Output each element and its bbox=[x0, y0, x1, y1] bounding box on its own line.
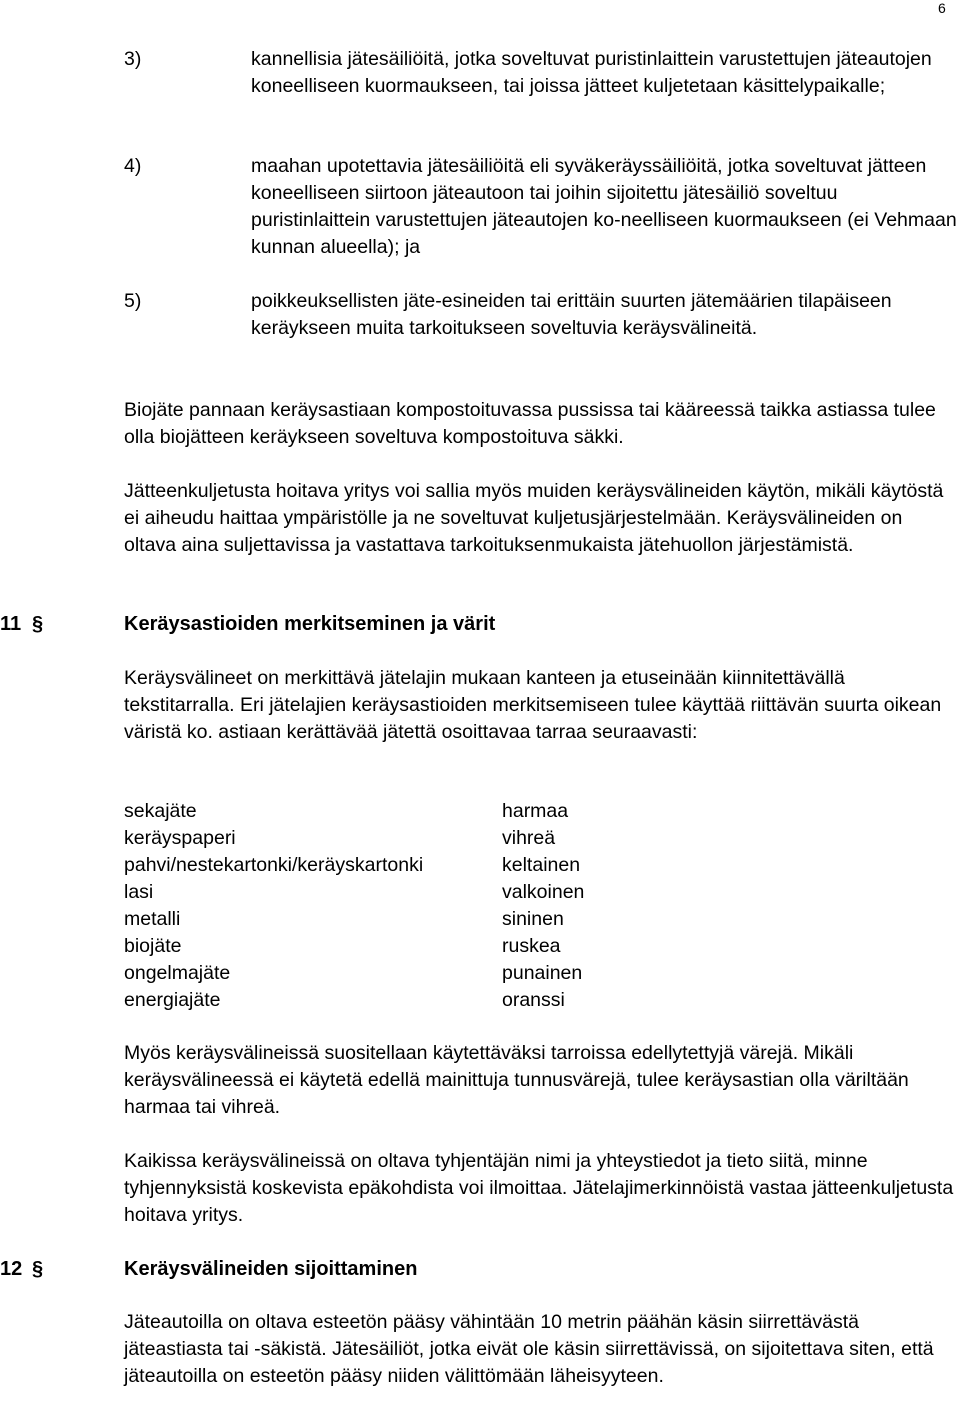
table-row bbox=[124, 798, 684, 825]
table-row bbox=[124, 906, 684, 933]
list-item-text: poikkeuksellisten jäte-esineiden tai erittäin suurten jätemäärien tilapäiseen keräykseen muita tarkoitukseen soveltuvia keräysvälineitä. bbox=[251, 290, 892, 339]
section-title: Keräysvälineiden sijoittaminen bbox=[124, 1258, 418, 1280]
label-color: ruskea bbox=[502, 935, 561, 957]
waste-type: metalli bbox=[124, 908, 181, 930]
label-color: punainen bbox=[502, 962, 583, 984]
waste-type: pahvi/nestekartonki/keräyskartonki bbox=[124, 854, 424, 876]
table-row bbox=[124, 852, 684, 879]
label-color: sininen bbox=[502, 908, 564, 930]
list-item-number: 5) bbox=[124, 290, 142, 312]
list-item-text: maahan upotettavia jätesäiliöitä eli syväkeräyssäiliöitä, jotka soveltuvat jätteen koneelliseen siirtoon jäteautoon tai joihin sijoitettu jätesäiliö soveltuu puristinlaittein varustettujen jäteautojen ko-neelliseen kuormaukseen (ei Vehmaan kunnan alueella); ja bbox=[251, 155, 957, 258]
section-number: 12 bbox=[0, 1258, 23, 1280]
label-color: valkoinen bbox=[502, 881, 585, 903]
table-row bbox=[124, 987, 684, 1014]
section-number: 11 bbox=[0, 613, 22, 635]
jateautoilla-paragraph: Jäteautoilla on oltava esteetön pääsy vähintään 10 metrin päähän käsin siirrettävästä jäteastiasta tai -säkistä. Jätesäiliöt, jotka eivät ole käsin siirrettävissä, on sijoitettava siten, että jäteautoilla on esteetön pääsy niiden välittömään läheisyyteen. bbox=[124, 1311, 934, 1387]
biojate-paragraph: Biojäte pannaan keräysastiaan kompostoituvassa pussissa tai kääreessä taikka astiassa tulee olla biojätteen keräykseen soveltuva kompostoituva säkki. bbox=[124, 399, 936, 448]
table-row bbox=[124, 960, 684, 987]
page-number: 6 bbox=[938, 0, 946, 16]
label-color: vihreä bbox=[502, 827, 556, 849]
jatteenkuljetus-paragraph: Jätteenkuljetusta hoitava yritys voi sallia myös muiden keräysvälineiden käytön, mikäli käytöstä ei aiheudu haittaa ympäristölle ja ne soveltuvat kuljetusjärjestelmään. Keräysvälineiden on oltava aina suljettavissa ja vastattava tarkoituksenmukaista jätehuollon järjestämistä. bbox=[124, 480, 944, 556]
section-symbol: § bbox=[32, 613, 44, 635]
table-row bbox=[124, 933, 684, 960]
waste-type: ongelmajäte bbox=[124, 962, 231, 984]
waste-type: sekajäte bbox=[124, 800, 197, 822]
label-color: oranssi bbox=[502, 989, 565, 1011]
waste-type: energiajäte bbox=[124, 989, 221, 1011]
waste-type: biojäte bbox=[124, 935, 182, 957]
waste-color-table bbox=[124, 798, 684, 1014]
label-color: harmaa bbox=[502, 800, 569, 822]
list-item-text: kannellisia jätesäiliöitä, jotka soveltuvat puristinlaittein varustettujen jäteautojen koneelliseen kuormaukseen, tai joissa jätteet kuljetetaan käsittelypaikalle; bbox=[251, 48, 932, 97]
myos-paragraph: Myös keräysvälineissä suositellaan käytettäväksi tarroissa edellytettyjä värejä. Mikäli keräysvälineessä ei käytetä edellä mainittuja tunnusvärejä, tulee keräysastian olla väriltään harmaa tai vihreä. bbox=[124, 1042, 909, 1118]
list-item-number: 4) bbox=[124, 155, 142, 177]
merkittava-paragraph: Keräysvälineet on merkittävä jätelajin mukaan kanteen ja etuseinään kiinnitettävällä tekstitarralla. Eri jätelajien keräysastioiden merkitsemiseen tulee käyttää riittävän suurta oikean väristä ko. astiaan kerättävää jätettä osoittavaa tarraa seuraavasti: bbox=[124, 667, 942, 743]
table-row bbox=[124, 879, 684, 906]
list-item-number: 3) bbox=[124, 48, 142, 70]
section-title: Keräysastioiden merkitseminen ja värit bbox=[124, 613, 496, 635]
section-symbol: § bbox=[32, 1258, 44, 1280]
kaikissa-paragraph: Kaikissa keräysvälineissä on oltava tyhjentäjän nimi ja yhteystiedot ja tieto siitä, minne tyhjennyksistä koskevista epäkohdista voi ilmoittaa. Jätelajimerkinnöistä vastaa jätteenkuljetusta hoitava yritys. bbox=[124, 1150, 954, 1226]
waste-type: keräyspaperi bbox=[124, 827, 236, 849]
label-color: keltainen bbox=[502, 854, 581, 876]
table-row bbox=[124, 825, 684, 852]
waste-type: lasi bbox=[124, 881, 154, 903]
